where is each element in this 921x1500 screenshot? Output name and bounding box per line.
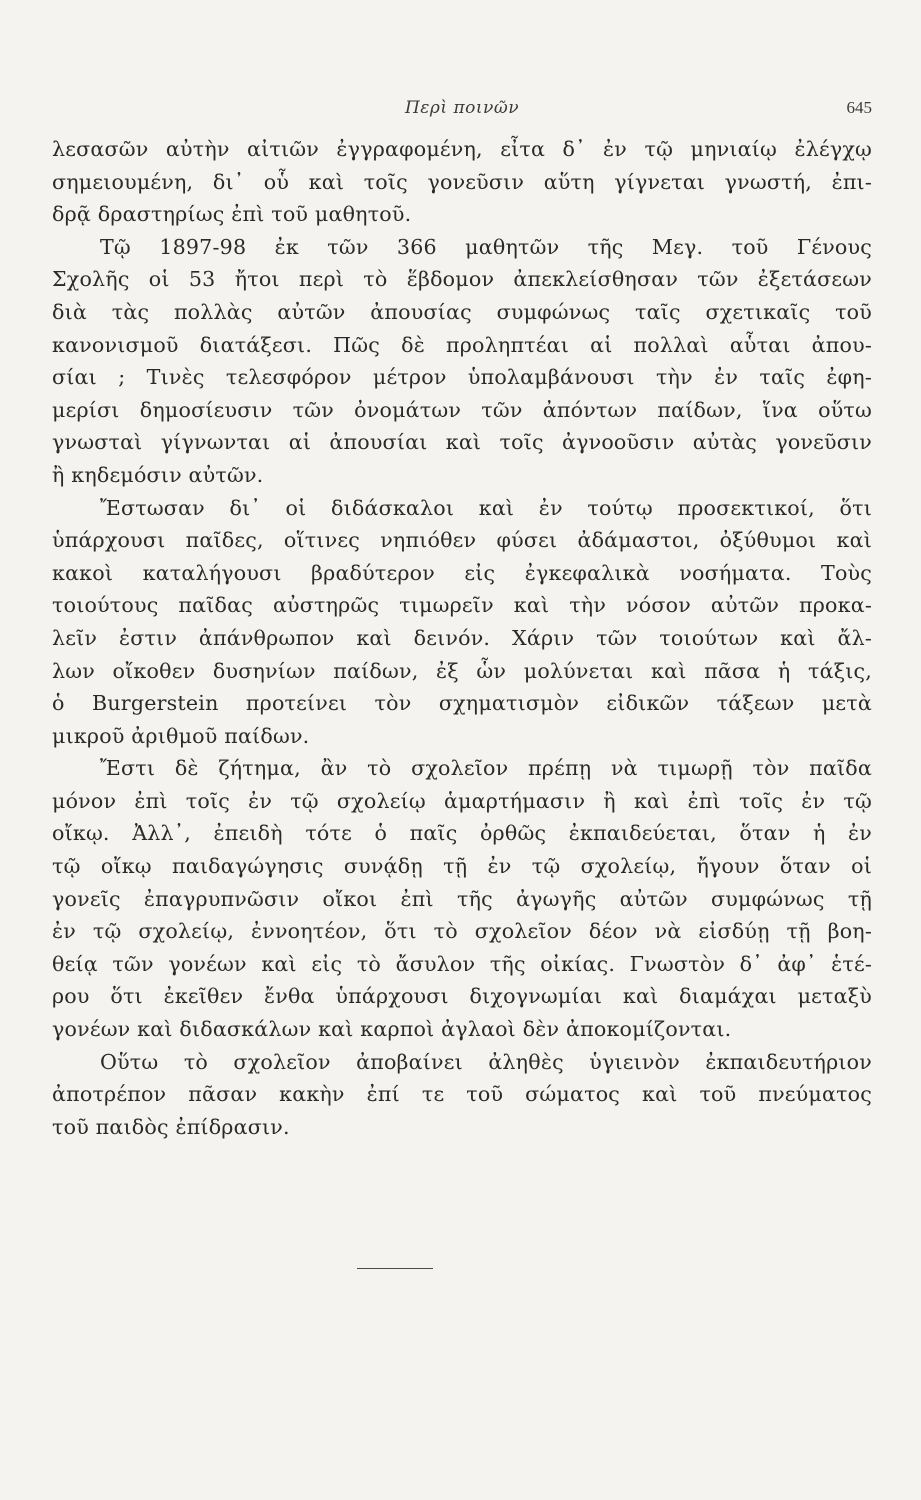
text-line: σίαι ; Τινὲς τελεσφόρον μέτρον ὑπολαμβάνουσι τὴν ἐν ταῖς ἐφη- xyxy=(52,365,872,390)
text-line: γονεῖς ἐπαγρυπνῶσιν οἴκοι ἐπὶ τῆς ἀγωγῆς αὐτῶν συμφώνως τῇ xyxy=(52,886,872,911)
text-line: κακοὶ καταλήγουσι βραδύτερον εἰς ἐγκεφαλικὰ νοσήματα. Τοὺς xyxy=(52,560,872,585)
text-line: ρου ὅτι ἐκεῖθεν ἔνθα ὑπάρχουσι διχογνωμίαι καὶ διαμάχαι μεταξὺ xyxy=(52,984,872,1009)
text-line: οἴκῳ. Ἀλλ᾽, ἐπειδὴ τότε ὁ παῖς ὀρθῶς ἐκπαιδεύεται, ὅταν ἡ ἐν xyxy=(52,821,872,846)
text-line: λεσασῶν αὐτὴν αἰτιῶν ἐγγραφομένη, εἶτα δ᾽ ἐν τῷ μηνιαίῳ ἐλέγχῳ xyxy=(52,137,872,161)
page-header xyxy=(52,98,872,128)
text-line: λεῖν ἐστιν ἀπάνθρωπον καὶ δεινόν. Χάριν τῶν τοιούτων καὶ ἄλ- xyxy=(52,625,872,650)
text-line: τῷ οἴκῳ παιδαγώγησις συνᾴδῃ τῇ ἐν τῷ σχολείῳ, ἤγουν ὅταν οἱ xyxy=(52,854,872,879)
text-line: λων οἴκοθεν δυσηνίων παίδων, ἐξ ὧν μολύνεται καὶ πᾶσα ἡ τάξις, xyxy=(52,658,872,683)
text-line: διὰ τὰς πολλὰς αὐτῶν ἀπουσίας συμφώνως ταῖς σχετικαῖς τοῦ xyxy=(52,299,872,324)
paragraph xyxy=(52,492,872,753)
text-line: ὁ Burgerstein προτείνει τὸν σχηματισμὸν εἰδικῶν τάξεων μετὰ xyxy=(52,691,872,716)
paragraph xyxy=(52,752,872,1045)
paragraph xyxy=(52,1046,872,1144)
text-line: σημειουμένη, δι᾽ οὗ καὶ τοῖς γονεῦσιν αὕτη γίγνεται γνωστή, ἐπι- xyxy=(52,169,872,194)
text-line: ὑπάρχουσι παῖδες, οἵτινες νηπιόθεν φύσει ἀδάμαστοι, ὀξύθυμοι καὶ xyxy=(52,528,872,553)
text-line: ἢ κηδεμόσιν αὐτῶν. xyxy=(52,462,264,487)
page-number: 645 xyxy=(846,98,872,117)
text-line: Σχολῆς οἱ 53 ἤτοι περὶ τὸ ἕβδομον ἀπεκλείσθησαν τῶν ἐξετάσεων xyxy=(52,267,872,292)
text-line: Τῷ 1897-98 ἐκ τῶν 366 μαθητῶν τῆς Μεγ. τοῦ Γένους xyxy=(100,234,872,259)
text-line: τοῦ παιδὸς ἐπίδρασιν. xyxy=(52,1114,290,1139)
text-line: ἀποτρέπον πᾶσαν κακὴν ἐπί τε τοῦ σώματος καὶ τοῦ πνεύματος xyxy=(52,1082,872,1107)
section-end-rule xyxy=(357,1268,433,1269)
text-line: ἐν τῷ σχολείῳ, ἐννοητέον, ὅτι τὸ σχολεῖον δέον νὰ εἰσδύῃ τῇ βοη- xyxy=(52,919,872,944)
text-line: δρᾷ δραστηρίως ἐπὶ τοῦ μαθητοῦ. xyxy=(52,202,412,227)
running-title: Περὶ ποινῶν xyxy=(404,98,520,118)
body-text xyxy=(52,133,872,1143)
text-line: μερίσι δημοσίευσιν τῶν ὀνομάτων τῶν ἀπόντων παίδων, ἵνα οὕτω xyxy=(52,397,872,422)
text-line: γνωσταὶ γίγνωνται αἱ ἀπουσίαι καὶ τοῖς ἀγνοοῦσιν αὐτὰς γονεῦσιν xyxy=(52,430,872,455)
text-line: Οὕτω τὸ σχολεῖον ἀποβαίνει ἀληθὲς ὑγιεινὸν ἐκπαιδευτήριον xyxy=(100,1049,872,1074)
text-line: Ἔστι δὲ ζήτημα, ἂν τὸ σχολεῖον πρέπῃ νὰ τιμωρῇ τὸν παῖδα xyxy=(100,756,872,781)
text-line: γονέων καὶ διδασκάλων καὶ καρποὶ ἀγλαοὶ δὲν ἀποκομίζονται. xyxy=(52,1017,732,1042)
text-line: τοιούτους παῖδας αὐστηρῶς τιμωρεῖν καὶ τὴν νόσον αὐτῶν προκα- xyxy=(52,593,872,618)
text-line: κανονισμοῦ διατάξεσι. Πῶς δὲ προληπτέαι αἱ πολλαὶ αὗται ἀπου- xyxy=(52,332,872,357)
text-line: Ἔστωσαν δι᾽ οἱ διδάσκαλοι καὶ ἐν τούτῳ προσεκτικοί, ὅτι xyxy=(100,495,872,520)
text-line: μόνον ἐπὶ τοῖς ἐν τῷ σχολείῳ ἁμαρτήμασιν ἢ καὶ ἐπὶ τοῖς ἐν τῷ xyxy=(52,788,872,813)
paragraph xyxy=(52,133,872,231)
text-line: θείᾳ τῶν γονέων καὶ εἰς τὸ ἄσυλον τῆς οἰκίας. Γνωστὸν δ᾽ ἀφ᾽ ἑτέ- xyxy=(52,951,872,976)
text-line: μικροῦ ἀριθμοῦ παίδων. xyxy=(52,723,310,748)
paragraph xyxy=(52,231,872,492)
